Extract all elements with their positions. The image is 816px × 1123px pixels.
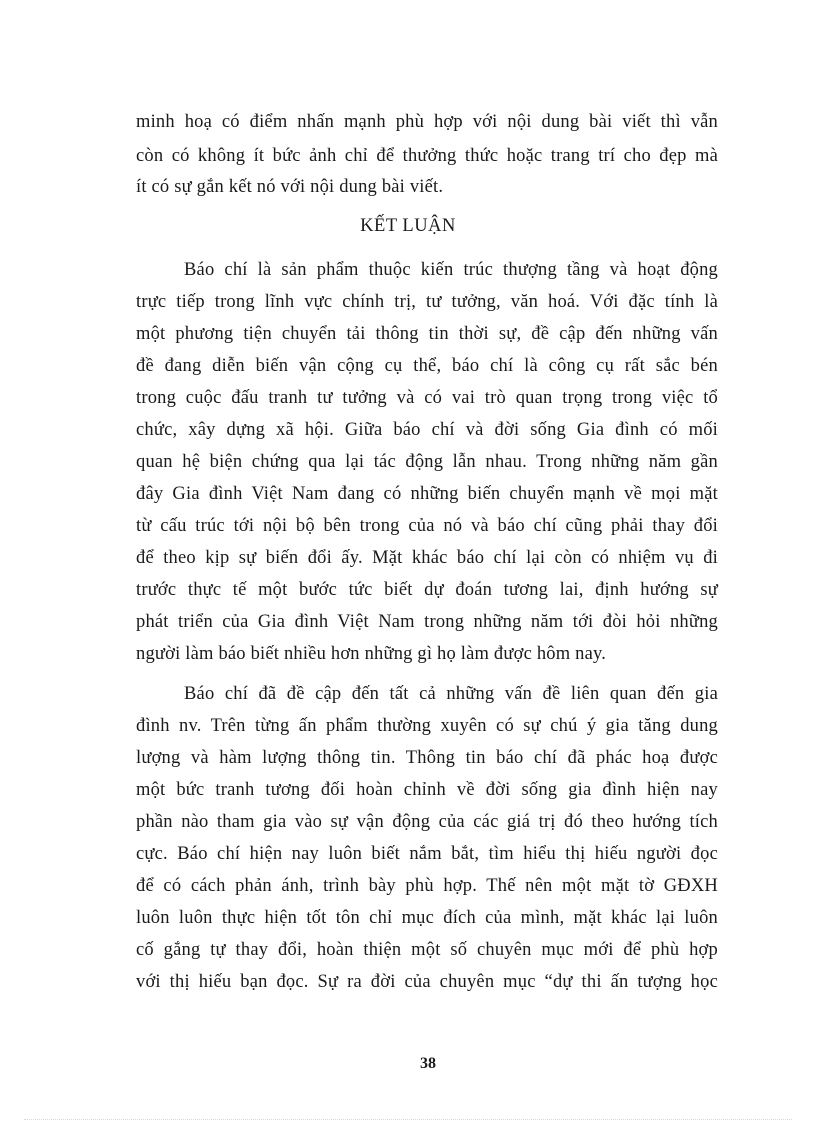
text-line: cố gắng tự thay đổi, hoàn thiện một số chuyên mục mới để phù hợp [136, 940, 718, 960]
text-line: đề đang diễn biến vận cộng cụ thể, báo chí là công cụ rất sắc bén [136, 356, 718, 376]
text-line: cực. Báo chí hiện nay luôn biết nắm bắt, tìm hiểu thị hiếu người đọc [136, 844, 718, 864]
text-line: từ cấu trúc tới nội bộ bên trong của nó và báo chí cũng phải thay đổi [136, 516, 718, 536]
text-line: ít có sự gắn kết nó với nội dung bài viết. [136, 177, 444, 197]
text-line: phần nào tham gia vào sự vận động của các giá trị đó theo hướng tích [136, 812, 718, 832]
footer-divider [24, 1119, 792, 1120]
text-line: để theo kịp sự biến đổi ấy. Mặt khác báo chí lại còn có nhiệm vụ đi [136, 548, 718, 568]
text-line: người làm báo biết nhiều hơn những gì họ làm được hôm nay. [136, 644, 607, 664]
text-line: quan hệ biện chứng qua lại tác động lẫn nhau. Trong những năm gần [136, 452, 718, 472]
text-line: minh hoạ có điểm nhấn mạnh phù hợp với nội dung bài viết thì vẫn [136, 112, 718, 132]
text-line: đình nv. Trên từng ấn phẩm thường xuyên có sự chú ý gia tăng dung [136, 716, 718, 736]
text-line: để có cách phản ánh, trình bày phù hợp. Thế nên một mặt tờ GĐXH [136, 876, 718, 896]
text-line: trong cuộc đấu tranh tư tưởng và có vai trò quan trọng trong việc tổ [136, 388, 718, 408]
text-line: luôn luôn thực hiện tốt tôn chỉ mục đích của mình, mặt khác lại luôn [136, 908, 718, 928]
text-line: chức, xây dựng xã hội. Giữa báo chí và đời sống Gia đình có mối [136, 420, 718, 440]
text-line: Báo chí đã đề cập đến tất cả những vấn đề liên quan đến gia [184, 684, 718, 704]
text-line: một bức tranh tương đối hoàn chỉnh về đời sống gia đình hiện nay [136, 780, 718, 800]
text-line: Báo chí là sản phẩm thuộc kiến trúc thượng tầng và hoạt động [184, 260, 718, 280]
text-line: trực tiếp trong lĩnh vực chính trị, tư tưởng, văn hoá. Với đặc tính là [136, 292, 718, 312]
text-line: lượng và hàm lượng thông tin. Thông tin báo chí đã phác hoạ được [136, 748, 718, 768]
text-line: còn có không ít bức ảnh chỉ để thưởng thức hoặc trang trí cho đẹp mà [136, 146, 718, 166]
text-line: với thị hiếu bạn đọc. Sự ra đời của chuyên mục “dự thi ấn tượng học [136, 972, 718, 992]
text-line: trước thực tế một bước tức biết dự đoán tương lai, định hướng sự [136, 580, 718, 600]
text-line: phát triển của Gia đình Việt Nam trong những năm tới đòi hỏi những [136, 612, 718, 632]
page-number: 38 [420, 1055, 436, 1072]
text-line: đây Gia đình Việt Nam đang có những biến chuyển mạnh về mọi mặt [136, 484, 718, 504]
text-line: một phương tiện chuyển tải thông tin thời sự, đề cập đến những vấn [136, 324, 718, 344]
section-heading: KẾT LUẬN [360, 216, 456, 236]
